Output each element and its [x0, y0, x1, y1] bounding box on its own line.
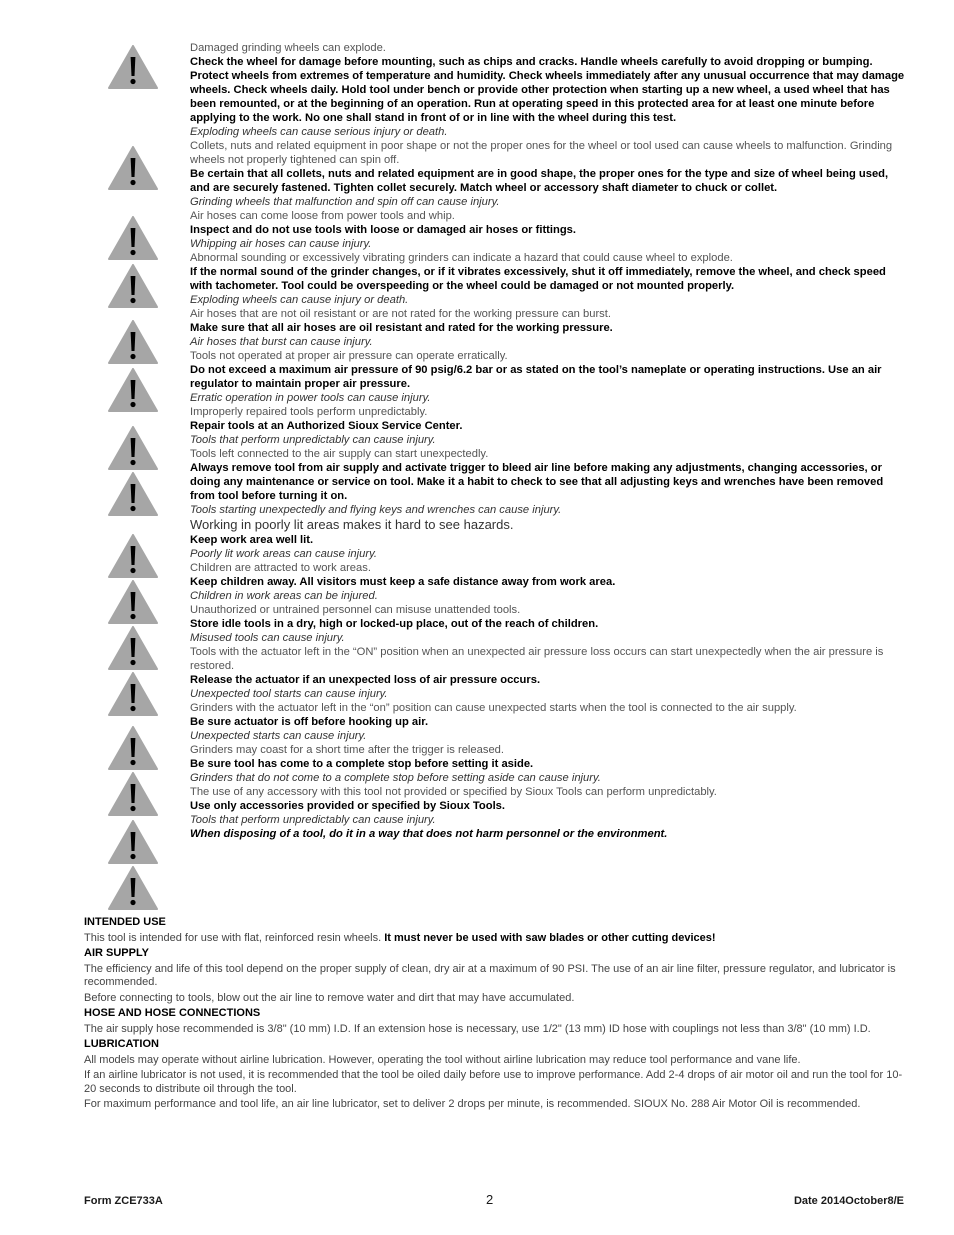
warning-block [190, 349, 910, 405]
warning-block [190, 517, 910, 561]
consequence-text: Poorly lit work areas can cause injury. [190, 548, 377, 560]
warning-block [190, 645, 910, 701]
hazard-text: Tools with the actuator left in the “ON” position when an unexpected air pressure loss occurs can start unexpectedly when the air pressure is restored. [190, 646, 884, 672]
consequence-text: Tools starting unexpectedly and flying keys and wrenches can cause injury. [190, 504, 562, 516]
intended-use-text: This tool is intended for use with flat, reinforced resin wheels. It must never be used with saw blades or other cutting devices! [84, 931, 716, 944]
warning-block [190, 251, 910, 307]
instruction-text: If the normal sound of the grinder changes, or if it vibrates excessively, shut it off immediately, remove the wheel, and check speed with tachometer. Tool could be overspeeding or the wheel could be damaged or not mounted properly. [190, 266, 886, 292]
hazard-text: Damaged grinding wheels can explode. [190, 42, 386, 54]
warning-triangle-icon [108, 368, 158, 412]
consequence-text: Unexpected starts can cause injury. [190, 730, 367, 742]
warning-triangle-icon [108, 726, 158, 770]
consequence-text: Erratic operation in power tools can cause injury. [190, 392, 431, 404]
air-supply-heading: AIR SUPPLY [84, 947, 150, 959]
warning-block [190, 743, 910, 785]
intended-use-heading: INTENDED USE [84, 916, 166, 928]
revision-date: Date 2014October8/E [793, 1195, 904, 1207]
instruction-text: Make sure that all air hoses are oil resistant and rated for the working pressure. [190, 322, 613, 334]
intended-use-warning: It must never be used with saw blades or other cutting devices! [384, 931, 716, 944]
warning-block [190, 405, 910, 447]
instruction-text: Keep children away. All visitors must keep a safe distance away from work area. [190, 576, 616, 588]
instruction-text: Be sure actuator is off before hooking up air. [190, 716, 429, 728]
warning-block [190, 41, 910, 139]
consequence-text: Misused tools can cause injury. [190, 632, 345, 644]
instruction-text: Keep work area well lit. [190, 534, 314, 546]
warning-block [190, 447, 910, 517]
hose-heading: HOSE AND HOSE CONNECTIONS [84, 1007, 261, 1019]
hazard-text: Improperly repaired tools perform unpredictably. [190, 406, 428, 418]
instruction-text: Release the actuator if an unexpected loss of air pressure occurs. [190, 674, 541, 686]
warning-block [190, 701, 910, 743]
hazard-text: Children are attracted to work areas. [190, 562, 371, 574]
instruction-text: Inspect and do not use tools with loose or damaged air hoses or fittings. [190, 224, 577, 236]
lubrication-text-3: For maximum performance and tool life, an air line lubricator, set to deliver 2 drops per minute, is recommended. SIOUX No. 288 Air Motor Oil is recommended. [84, 1098, 861, 1110]
lubrication-text-1: All models may operate without airline lubrication. However, operating the tool without airline lubrication may reduce tool performance and vane life. [84, 1053, 801, 1066]
warning-block [190, 603, 910, 645]
warning-block [190, 785, 910, 827]
usage-information [84, 914, 904, 1112]
warning-triangle-icon [108, 146, 158, 190]
air-supply-text-1: The efficiency and life of this tool depend on the proper supply of clean, dry air at a maximum of 90 PSI. The use of an air line filter, pressure regulator, and lubricator is recommended. [84, 962, 896, 988]
hazard-text: Abnormal sounding or excessively vibrating grinders can indicate a hazard that could cause wheel to explode. [190, 252, 733, 264]
warning-block [190, 209, 910, 251]
warning-triangle-icon [108, 45, 158, 89]
warning-block [190, 827, 910, 841]
hazard-text: Working in poorly lit areas makes it hard to see hazards. [190, 517, 514, 532]
hazard-text: Tools left connected to the air supply can start unexpectedly. [190, 448, 489, 460]
warning-triangle-icon [108, 772, 158, 816]
instruction-text: Use only accessories provided or specified by Sioux Tools. [190, 800, 506, 812]
instruction-text: When disposing of a tool, do it in a way that does not harm personnel or the environment. [190, 828, 668, 840]
consequence-text: Tools that perform unpredictably can cause injury. [190, 434, 436, 446]
hazard-text: Unauthorized or untrained personnel can misuse unattended tools. [190, 604, 521, 616]
hose-text: The air supply hose recommended is 3/8" (10 mm) I.D. If an extension hose is necessary, use 1/2" (13 mm) ID hose with couplings not less than 3/8" (10 mm) I.D. [84, 1022, 871, 1035]
warning-triangle-icon [108, 264, 158, 308]
air-supply-text-2: Before connecting to tools, blow out the air line to remove water and dirt that may have accumulated. [84, 991, 575, 1004]
warning-triangle-icon [108, 580, 158, 624]
consequence-text: Tools that perform unpredictably can cause injury. [190, 814, 436, 826]
warning-triangle-icon [108, 866, 158, 910]
consequence-text: Exploding wheels can cause injury or death. [190, 294, 409, 306]
warning-triangle-icon [108, 320, 158, 364]
instruction-text: Repair tools at an Authorized Sioux Service Center. [190, 420, 463, 432]
page-number: 2 [486, 1192, 494, 1207]
form-number: Form ZCE733A [84, 1195, 163, 1207]
hazard-text: Grinders with the actuator left in the “on” position can cause unexpected starts when the tool is connected to the air supply. [190, 702, 797, 714]
warning-block [190, 139, 910, 209]
warning-triangle-icon [108, 626, 158, 670]
instruction-text: Check the wheel for damage before mounting, such as chips and cracks. Handle wheels carefully to avoid dropping or bumping. Protect wheels from extremes of temperature and humidity. Check wheels immediately after any unusual occurrence that may damage wheels. Check wheels daily. Hold tool under bench or provide other protection when starting up a new wheel, a used wheel that has been remounted, or at the beginning of an operation. Run at operating speed in this protected area for at least one minute before applying to the work. No one shall stand in front of or in line with the wheel during this test. [190, 56, 905, 124]
instruction-text: Be certain that all collets, nuts and related equipment are in good shape, the proper ones for the type and size of wheel being used, and are securely fastened. Tighten collet securely. Match wheel or accessory shaft diameter to chuck or collet. [190, 168, 889, 194]
warning-block [190, 561, 910, 603]
warning-triangle-icon [108, 820, 158, 864]
hazard-text: Tools not operated at proper air pressure can operate erratically. [190, 350, 508, 362]
warning-triangle-icon [108, 426, 158, 470]
warning-triangle-icon [108, 472, 158, 516]
warning-triangle-icon [108, 672, 158, 716]
hazard-text: The use of any accessory with this tool not provided or specified by Sioux Tools can perform unpredictably. [190, 786, 717, 798]
consequence-text: Unexpected tool starts can cause injury. [190, 688, 388, 700]
instruction-text: Store idle tools in a dry, high or locked-up place, out of the reach of children. [190, 618, 599, 630]
instruction-text: Do not exceed a maximum air pressure of 90 psig/6.2 bar or as stated on the tool’s nameplate or operating instructions. Use an air regulator to maintain proper air pressure. [190, 364, 882, 390]
consequence-text: Grinders that do not come to a complete stop before setting aside can cause injury. [190, 772, 601, 784]
consequence-text: Air hoses that burst can cause injury. [190, 336, 373, 348]
hazard-text: Grinders may coast for a short time after the trigger is released. [190, 744, 504, 756]
warning-block [190, 307, 910, 349]
instruction-text: Always remove tool from air supply and activate trigger to bleed air line before making any adjustments, changing accessories, or doing any maintenance or service on tool. Make it a habit to check to see that all adjusting keys and wrenches have been removed from tool before turning it on. [190, 462, 884, 502]
hazard-text: Air hoses that are not oil resistant or are not rated for the working pressure can burst. [190, 308, 611, 320]
warning-triangle-icon [108, 534, 158, 578]
safety-warnings [190, 41, 910, 841]
hazard-text: Air hoses can come loose from power tools and whip. [190, 210, 455, 222]
lubrication-heading: LUBRICATION [84, 1038, 159, 1050]
instruction-text: Be sure tool has come to a complete stop before setting it aside. [190, 758, 534, 770]
warning-triangle-icon [108, 216, 158, 260]
consequence-text: Exploding wheels can cause serious injury or death. [190, 126, 448, 138]
hazard-text: Collets, nuts and related equipment in poor shape or not the proper ones for the wheel or tool used can cause wheels to malfunction. Grinding wheels not properly tightened can spin off. [190, 140, 893, 166]
lubrication-text-2: If an airline lubricator is not used, it is recommended that the tool be oiled daily before use to improve performance. Add 2-4 drops of air motor oil and run the tool for 10-20 seconds to distribute oil through the tool. [84, 1069, 903, 1095]
consequence-text: Whipping air hoses can cause injury. [190, 238, 372, 250]
page-footer [84, 1192, 904, 1210]
consequence-text: Children in work areas can be injured. [190, 590, 378, 602]
consequence-text: Grinding wheels that malfunction and spin off can cause injury. [190, 196, 500, 208]
